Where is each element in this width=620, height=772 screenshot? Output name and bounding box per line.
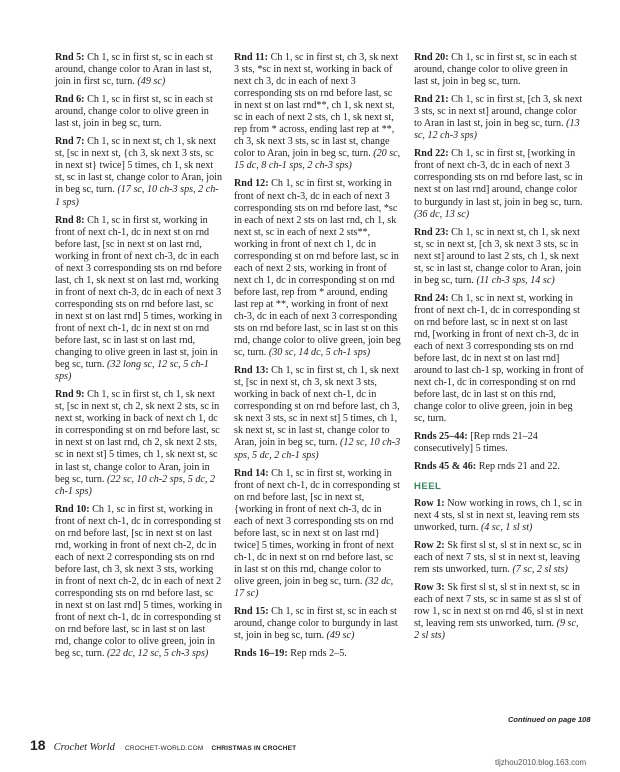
stitch-count: (36 dc, 13 sc): [414, 208, 470, 220]
pattern-instruction: [234, 468, 402, 601]
instruction-text: Sk first sl st, sl st in next st, sc in each of next 7 sts, sc in same st as sl st of row 1, sc in next st on rnd 46, sl st in next st, leaving rem sts unworked, turn.: [414, 581, 584, 629]
stitch-count: (9 sc, 2 sl sts): [414, 617, 579, 642]
instruction-label: Row 2:: [414, 539, 445, 551]
stitch-count: (49 sc): [324, 630, 355, 642]
instruction-text: Ch 1, sc in first st, sc in each st around, change color to burgundy in last st, join in beg sc, turn.: [234, 606, 398, 642]
pattern-instruction: [414, 227, 584, 287]
instruction-label: Rnd 13:: [234, 365, 269, 377]
stitch-count: (49 sc): [134, 76, 166, 88]
continued-note: Continued on page 108: [508, 715, 591, 724]
instruction-label: Rnds 45 & 46:: [414, 461, 477, 473]
pattern-instruction: [234, 648, 402, 660]
stitch-count: (7 sc, 2 sl sts): [509, 563, 568, 575]
column-2: [234, 52, 402, 666]
instruction-label: Rnd 21:: [414, 94, 449, 106]
instruction-text: Sk first sl st, sl st in next sc, sc in each of next 7 sts, sl st in next st, leaving rem sts unworked, turn.: [414, 539, 582, 575]
instruction-text: Ch 1, sc in next st, working in front of next ch-1, dc in corresponding st on rnd before last, sc in next st on last rnd, [working in front of next ch-3, dc in each of next 3 corresponding sts on rnd before last, dc in next st on last rnd] around to last ch-1 sp, working in front of next ch-1, dc in corresponding st on rnd before last, dc in last st on this rnd, change color to olive green, join in beg sc, turn.: [414, 292, 584, 425]
instruction-text: Ch 1, sc in first st, sc in each st around, change color to Aran in last st, join in first sc, turn.: [55, 52, 213, 88]
stitch-count: (11 ch-3 sps, 14 sc): [473, 274, 555, 286]
column-3: [414, 52, 584, 648]
pattern-instruction: [55, 94, 223, 130]
page-number: 18: [30, 737, 46, 753]
instruction-label: Rnd 5:: [55, 52, 85, 63]
stitch-count: (13 sc, 12 ch-3 sps): [414, 118, 580, 142]
instruction-label: Rnds 16–19:: [234, 648, 288, 660]
instruction-text: Now working in rows, ch 1, sc in next 4 sts, sl st in next st, leaving rem sts unworked, turn.: [414, 497, 582, 533]
instruction-text: Rep rnds 2–5.: [287, 648, 347, 660]
instruction-label: Row 3:: [414, 581, 445, 593]
instruction-text: Ch 1, sc in first st, working in front of next ch-3, dc in each of next 3 corresponding sts on rnd before last, *sc in each of next 2 sts on last rnd, ch 1, sk next st, sc in each of next 2 sts**, working in front of next ch 1, dc in corresponding st on rnd before last, sc in each of next 2 sts, working in front of next ch 1, dc in corresponding st on rnd before last, rep from * around, ending last rep at **, working in front of next ch-3, dc in each of next 3 corresponding sts on rnd before last, sc in last st on this rnd, change color to olive green, join beg sc, turn.: [234, 178, 401, 359]
section-name: CHRISTMAS IN CROCHET: [211, 745, 297, 752]
stitch-count: (20 sc, 15 dc, 8 ch-1 sps, 2 ch-3 sps): [234, 148, 401, 172]
instruction-text: Ch 1, sc in first st, ch 3, sk next 3 sts, *sc in next st, working in back of next ch 3, dc in each of next 3 corresponding sts on rnd before last, sc in next st on last rnd**, ch 1, sk next st, sc in each of next 2 sts, ch 1, sk next st, rep from * across, ending last rep at **, ch 3, sk next 3 sts, sc in last st, change color to Aran, join in beg sc, turn.: [234, 52, 399, 160]
pattern-instruction: [414, 461, 584, 473]
pattern-instruction: [414, 94, 584, 142]
instruction-label: Rnd 20:: [414, 52, 449, 63]
pattern-instruction: [234, 606, 402, 642]
instruction-text: Ch 1, sc in first st, [working in front of next ch-3, dc in each of next 3 corresponding sts on rnd before last, sc in next st on last rnd] around, change color to burgundy in last st, join in beg sc, turn.: [414, 148, 583, 208]
pattern-instruction: [55, 52, 223, 88]
instruction-text: Ch 1, sc in first st, working in front of next ch-1, dc in next st on rnd before last, [sc in next st on last rnd, working in front of next ch-3, dc in each of next 3 corresponding sts on rnd before last, ch 1, sk next st on last rnd, working in front of next ch-3, dc in each of next 3 corresponding sts on rnd before last, sc in next st on last rnd] 5 times, working in front of next ch-1, dc in next st on rnd before last, sc in last st on last rnd, changing to olive green in last st, join in beg sc, turn.: [55, 214, 223, 371]
pattern-instruction: [234, 52, 402, 172]
instruction-label: Rnd 12:: [234, 178, 269, 190]
column-1: [55, 52, 223, 666]
stitch-count: (4 sc, 1 sl st): [478, 521, 533, 533]
stitch-count: (12 sc, 10 ch-3 sps, 5 dc, 2 ch-1 sps): [234, 437, 401, 461]
pattern-instruction: [55, 215, 223, 384]
magazine-title: Crochet World: [53, 742, 115, 753]
section-heading-heel: HEEL: [414, 480, 442, 492]
instruction-text: Ch 1, sc in first st, working in front of next ch-1, dc in corresponding st on rnd before last, [sc in next st on last rnd, working in front of next ch-2, dc in each of next 2 corresponding sts on rnd before last, ch 3, sk next 3 sts, working in front of next ch-2, dc in each of next 2 corresponding sts on rnd before last, sc in next st on last rnd] 5 times, working in front of next ch-1, dc in corresponding st on rnd before last, sc in last st on last rnd, change color to olive green, join in beg sc, turn.: [55, 503, 223, 660]
pattern-instruction: [55, 504, 223, 661]
pattern-instruction: [414, 498, 584, 534]
instruction-label: Rnd 9:: [55, 389, 85, 401]
stitch-count: (17 sc, 10 ch-3 sps, 2 ch-1 sps): [55, 184, 219, 208]
stitch-count: (22 dc, 12 sc, 5 ch-3 sps): [104, 648, 209, 660]
instruction-label: Rnd 15:: [234, 606, 269, 618]
pattern-instruction: [55, 136, 223, 208]
instruction-text: Ch 1, sc in first st, working in front of next ch-1, dc in corresponding st on rnd before last, [sc in next st, {working in front of next ch-3, dc in each of next 3 corresponding sts on rnd before last, sc in next st on last rnd} twice] 5 times, working in front of next ch-1, dc in next st on rnd before last, sc in last st on this rnd, change color to olive green, join in beg sc, turn.: [234, 467, 400, 587]
pattern-instruction: [414, 582, 584, 642]
pattern-instruction: [414, 293, 584, 426]
instruction-text: Ch 1, sc in next st, ch 1, sk next st, [sc in next st, {ch 3, sk next 3 sts, sc in next st} twice] 5 times, ch 1, sk next st, sc in last st, change color to Aran, join in beg sc, turn.: [55, 136, 223, 196]
instruction-text: Rep rnds 21 and 22.: [476, 461, 560, 473]
instruction-text: Ch 1, sc in first st, sc in each st around, change color to olive green in last st, join in beg sc, turn.: [55, 94, 213, 130]
instruction-label: Rnd 6:: [55, 94, 85, 106]
instruction-label: Rnd 10:: [55, 503, 90, 515]
instruction-label: Rnd 24:: [414, 292, 449, 304]
stitch-count: (22 sc, 10 ch-2 sps, 5 dc, 2 ch-1 sps): [55, 473, 216, 497]
instruction-label: Rnd 14:: [234, 467, 269, 479]
website-link[interactable]: CROCHET-WORLD.COM: [124, 745, 204, 752]
pattern-instruction: [414, 431, 584, 455]
instruction-text: Ch 1, sc in next st, ch 1, sk next st, sc in next st, [ch 3, sk next 3 sts, sc in next st] around to last 2 sts, ch 1, sk next st, sc in last st, change color to Aran, join in beg sc, turn.: [414, 226, 582, 286]
pattern-instruction: [55, 389, 223, 497]
instruction-label: Rnd 22:: [414, 148, 449, 160]
stitch-count: (30 sc, 14 dc, 5 ch-1 sps): [266, 347, 371, 359]
instruction-text: Ch 1, sc in first st, sc in each st around, change color to olive green in last st, join in beg sc, turn.: [414, 52, 577, 88]
instruction-label: Rnd 23:: [414, 226, 449, 238]
instruction-text: Ch 1, sc in first st, ch 1, sk next st, [sc in next st, ch 2, sk next 2 sts, sc in next st, working in back of next ch 1, dc in corresponding st on rnd before last, sc in next st on last rnd, ch 2, sk next 2 sts, sc in next st] 5 times, ch 1, sk next st, sc in last st, change color to Aran, join in beg sc, turn.: [55, 389, 220, 485]
instruction-label: Row 1:: [414, 497, 445, 509]
instruction-text: Ch 1, sc in first st, [ch 3, sk next 3 sts, sc in next st] around, change color to Aran in last st, join in beg sc, turn.: [414, 94, 583, 130]
instruction-text: Ch 1, sc in first st, ch 1, sk next st, [sc in next st, ch 3, sk next 3 sts, working in back of next ch-1, dc in corresponding st on rnd before last, ch 3, sk next 3 sts, sc in next st] 5 times, ch 1, sk next st, sc in last st, change color to Aran, join in beg sc, turn.: [234, 365, 400, 449]
pattern-instruction: [414, 52, 584, 88]
instruction-label: Rnd 11:: [234, 52, 269, 63]
instruction-label: Rnd 8:: [55, 214, 85, 226]
page-footer: [30, 737, 296, 751]
pattern-instruction: [234, 178, 402, 359]
stitch-count: (32 dc, 17 sc): [234, 575, 394, 600]
instruction-label: Rnds 25–44:: [414, 431, 468, 443]
stitch-count: (32 long sc, 12 sc, 5 ch-1 sps): [55, 359, 209, 383]
watermark: tljzhou2010.blog.163.com: [495, 758, 587, 767]
instruction-text: [Rep rnds 21–24 consecutively] 5 times.: [414, 431, 538, 455]
instruction-label: Rnd 7:: [55, 136, 85, 148]
pattern-instruction: [414, 148, 584, 220]
pattern-instruction: [414, 540, 584, 576]
pattern-instruction: [234, 365, 402, 461]
